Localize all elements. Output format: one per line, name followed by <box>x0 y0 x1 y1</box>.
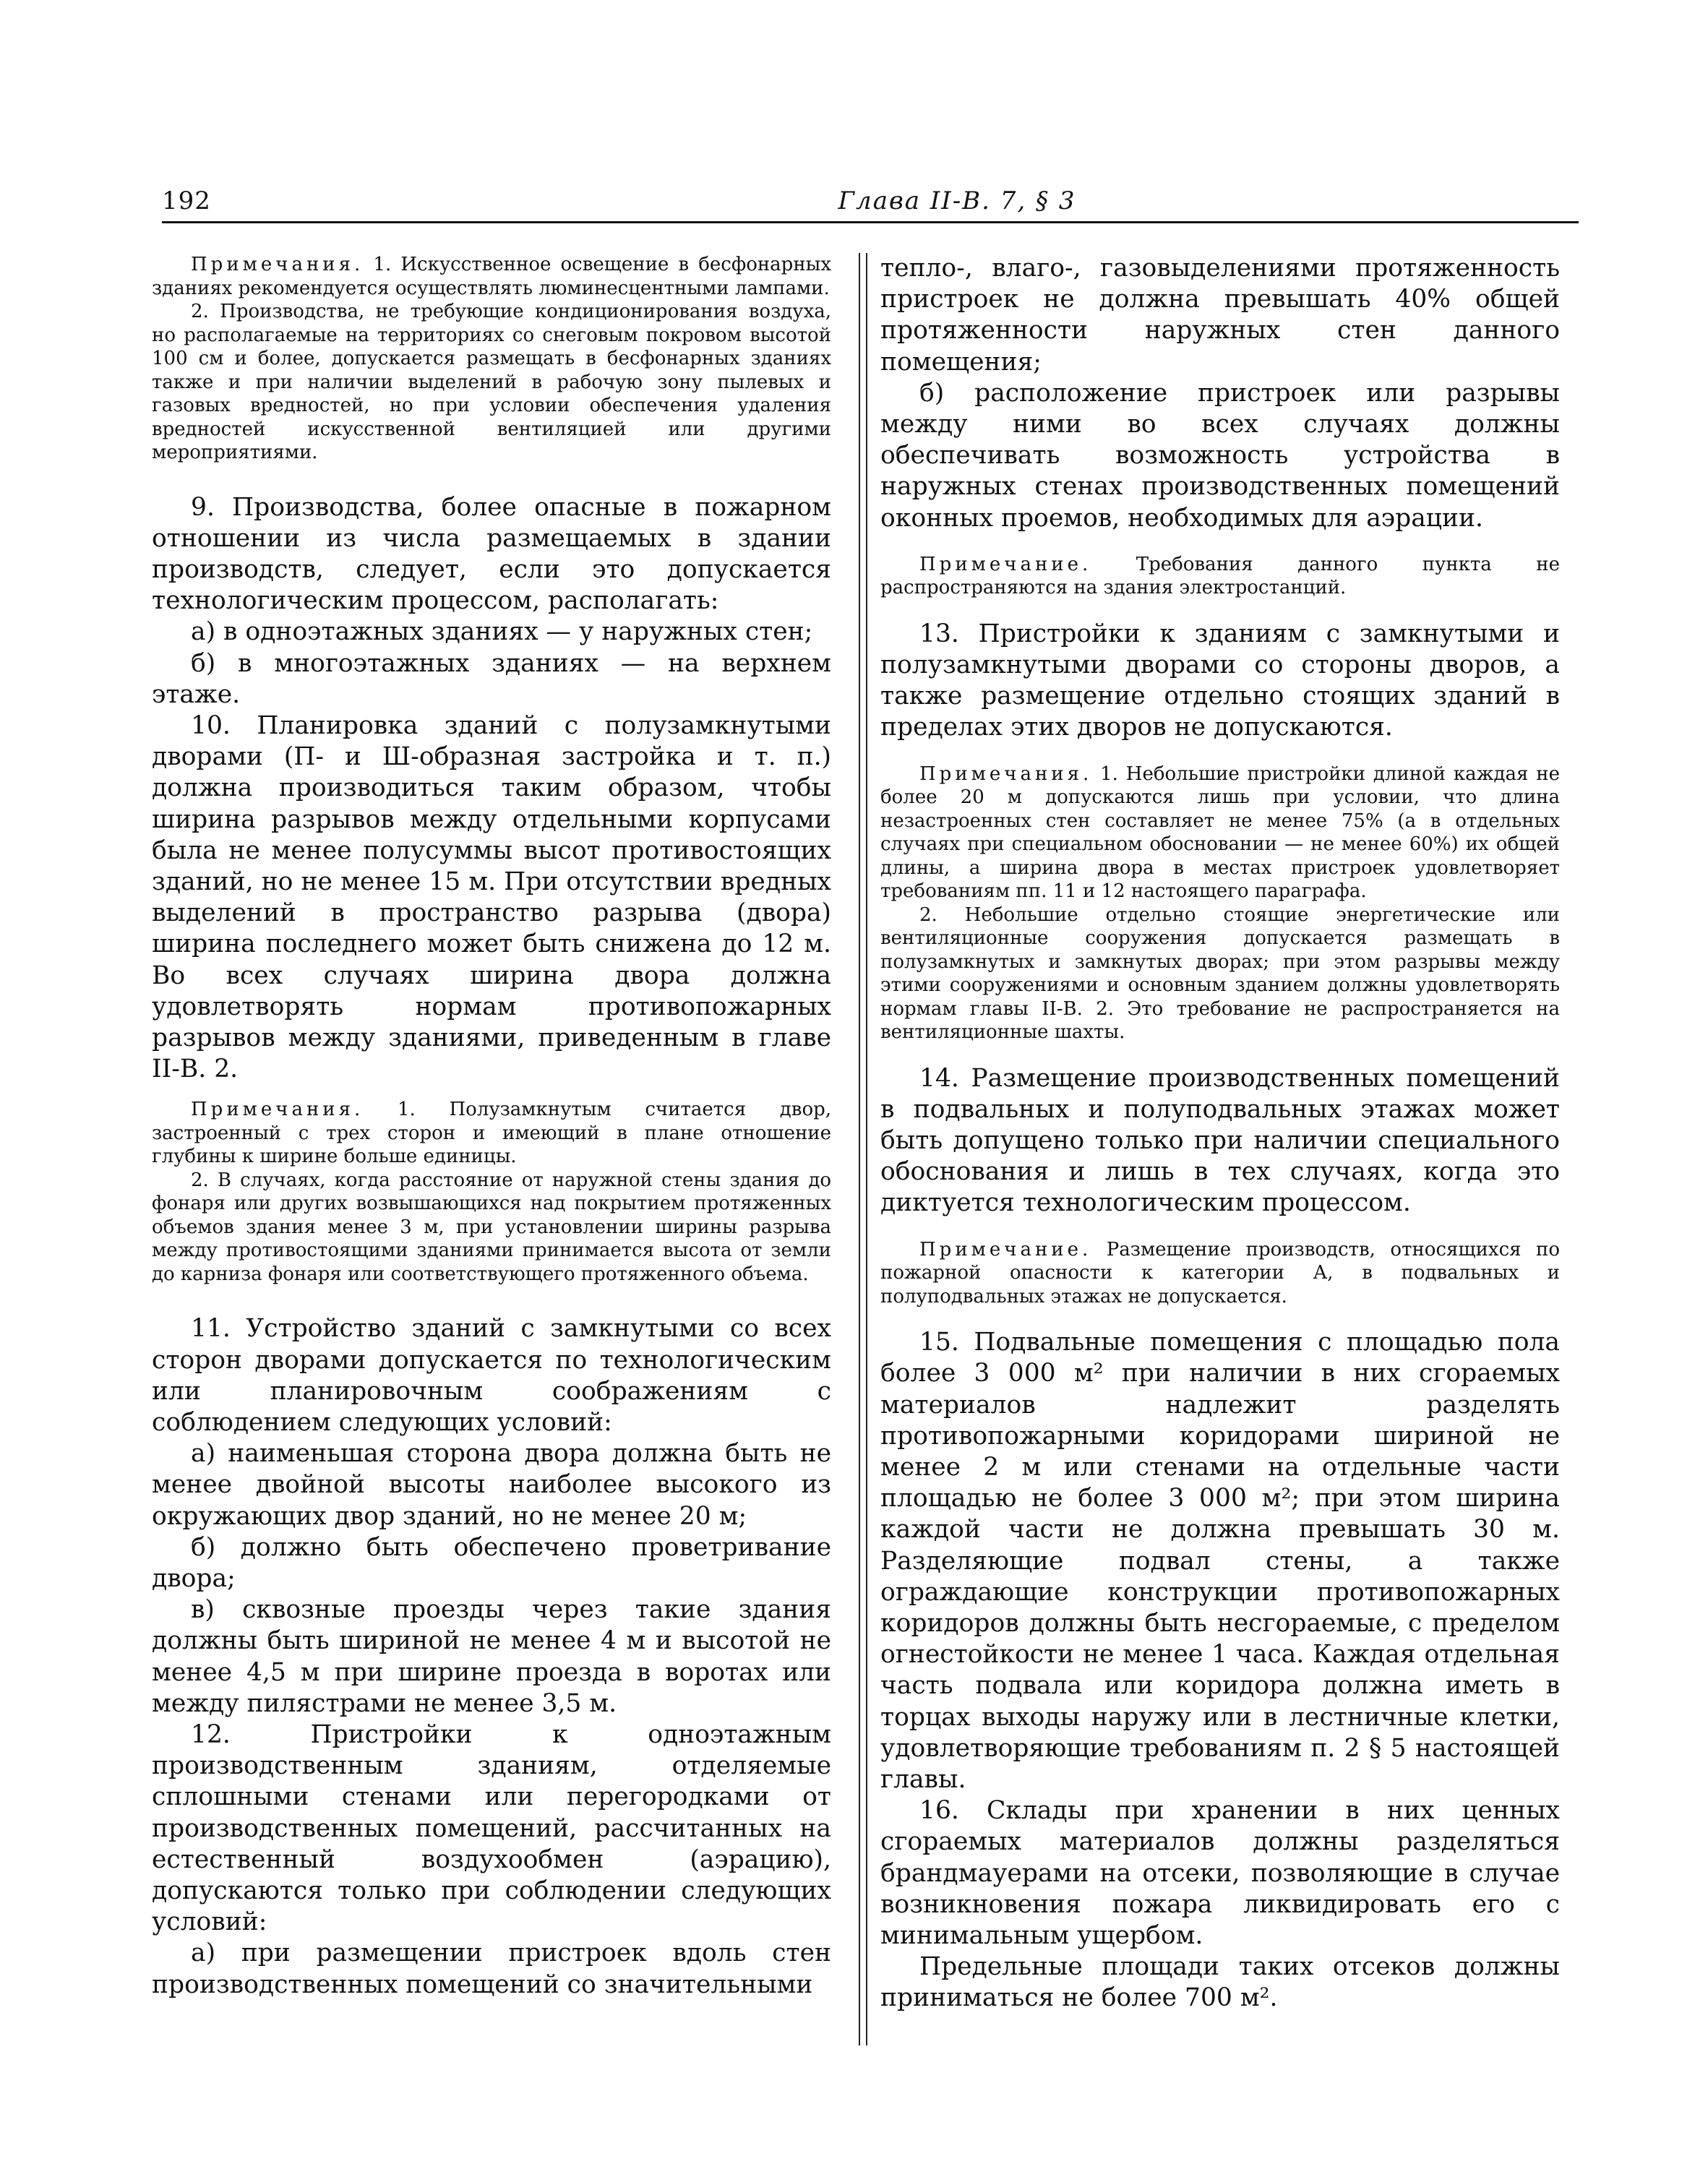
note-lead: Примечания. <box>191 254 364 275</box>
paragraph-11a: а) наименьшая сторона двора должна быть не менее двойной высоты наиболее высокого из окружающих двор зданий, но не менее 20 м; <box>152 1439 831 1531</box>
note-text: 2. В случаях, когда расстояние от наружной стены здания до фонаря или других возвышающихся над покрытием протяженных объемов здания менее 3 м, при установлении ширины разрыва между противостоящими зданиями принимается высота от земли до карниза фонаря или соответствующего протяженного объема. <box>152 1169 831 1285</box>
paragraph-11: 11. Устройство зданий с замкнутыми со всех сторон дворами допускается по технологическим или планировочным соображениям с соблюдением следующих условий: <box>152 1314 831 1437</box>
paragraph-10: 10. Планировка зданий с полузамкнутыми дворами (П- и Ш-образная застройка и т. п.) должна производиться таким образом, чтобы ширина разрывов между отдельными корпусами была не менее полусуммы высот противостоящих зданий, но не менее 15 м. При отсутствии вредных выделений в пространство разрыва (двора) ширина последнего может быть снижена до 12 м. Во всех случаях ширина двора должна удовлетворять нормам противопожарных разрывов между зданиями, приведенным в главе II-В. 2. <box>152 710 831 1084</box>
paragraph-9a: а) в одноэтажных зданиях — у наружных стен; <box>191 617 813 647</box>
right-column <box>880 253 1560 2014</box>
note-block <box>880 553 1560 600</box>
note-block <box>880 1238 1560 1309</box>
note-block <box>152 253 831 300</box>
paragraph-12a: а) при размещении пристроек вдоль стен производственных помещений со значительными <box>152 1938 831 1999</box>
note-lead: Примечание. <box>919 553 1092 575</box>
note-text: Требования данного пункта не распространяются на здания электростанций. <box>880 553 1561 599</box>
page-header <box>162 186 1579 223</box>
note-text: 2. Небольшие отдельно стоящие энергетические или вентиляционные сооружения допускается размещать в полузамкнутых и замкнутых дворах; при этом разрывы между этими сооружениями и основным зданием должны удовлетворять нормам главы II-В. 2. Это требование не распространяется на вентиляционные шахты. <box>880 903 1560 1044</box>
paragraph-12b: б) расположение пристроек или разрывы между ними во всех случаях должны обеспечивать возможность устройства в наружных стенах производственных помещений оконных проемов, необходимых для аэрации. <box>880 378 1560 533</box>
paragraph-16b: Предельные площади таких отсеков должны приниматься не более 700 м². <box>880 1952 1560 2013</box>
paragraph-15: 15. Подвальные помещения с площадью пола более 3 000 м² при наличии в них сгораемых материалов надлежит разделять противопожарными коридорами шириной не менее 2 м или стенами на отдельные части площадью не более 3 000 м²; при этом ширина каждой части не должна превышать 30 м. Разделяющие подвал стены, а также ограждающие конструкции противопожарных коридоров должны быть несгораемые, с пределом огнестойкости не менее 1 часа. Каждая отдельная часть подвала или коридора должна иметь в торцах выходы наружу или в лестничные клетки, удовлетворяющие требованиям п. 2 § 5 настоящей главы. <box>880 1328 1560 1794</box>
paragraph-12: 12. Пристройки к одноэтажным производственным зданиям, отделяемые сплошными стенами или перегородками от производственных помещений, рассчитанных на естественный воздухообмен (аэрацию), допускаются только при соблюдении следующих условий: <box>152 1720 831 1937</box>
paragraph-16: 16. Склады при хранении в них ценных сгораемых материалов должны разделяться брандмауерами на отсеки, позволяющие в случае возникновения пожара ликвидировать его с минимальным ущербом. <box>880 1796 1560 1951</box>
page-number: 192 <box>162 186 211 215</box>
paragraph-12a-continued: тепло-, влаго-, газовыделениями протяженность пристроек не должна превышать 40% общей протяженности наружных стен данного помещения; <box>880 254 1560 377</box>
note-block <box>880 763 1560 903</box>
note-lead: Примечания. <box>191 1099 364 1121</box>
paragraph-14: 14. Размещение производственных помещений в подвальных и полуподвальных этажах может быть допущено только при наличии специального обоснования и лишь в тех случаях, когда это диктуется технологическим процессом. <box>880 1063 1560 1218</box>
running-head: Глава II-В. 7, § 3 <box>838 186 1076 215</box>
paragraph-13: 13. Пристройки к зданиям с замкнутыми и полузамкнутыми дворами со стороны дворов, а также размещение отдельно стоящих зданий в пределах этих дворов не допускаются. <box>880 619 1560 742</box>
paragraph-11b: б) должно быть обеспечено проветривание двора; <box>152 1532 831 1593</box>
paragraph-11c: в) сквозные проезды через такие здания должны быть шириной не менее 4 м и высотой не менее 4,5 м при ширине проезда в воротах или между пилястрами не менее 3,5 м. <box>152 1595 831 1718</box>
note-text: 1. Полузамкнутым считается двор, застроенный с трех сторон и имеющий в плане отношение глубины к ширине больше единицы. <box>152 1099 832 1168</box>
paragraph-9b: б) в многоэтажных зданиях — на верхнем этаже. <box>152 648 831 709</box>
left-column <box>152 253 831 2001</box>
note-text: 2. Производства, не требующие кондиционирования воздуха, но располагаемые на территориях со снеговым покровом высотой 100 см и более, допускается размещать в бесфонарных зданиях также и при наличии выделений в рабочую зону пылевых и газовых вредностей, но при условии обеспечения удаления вредностей искусственной вентиляцией или другими мероприятиями. <box>152 301 831 463</box>
note-text: 1. Искусственное освещение в бесфонарных зданиях рекомендуется осуществлять люминесцентными лампами. <box>152 254 832 299</box>
column-divider <box>859 253 867 2045</box>
note-text: 1. Небольшие пристройки длиной каждая не более 20 м допускаются лишь при условии, что длина незастроенных стен составляет не менее 75% (а в отдельных случаях при специальном обосновании — не менее 60%) их общей длины, а ширина двора в местах пристроек удовлетворяет требованиям пп. 11 и 12 настоящего параграфа. <box>880 763 1560 903</box>
note-text: Размещение производств, относящихся по пожарной опасности к категории А, в подвальных и полуподвальных этажах не допускается. <box>880 1238 1561 1308</box>
note-lead: Примечания. <box>919 763 1093 785</box>
note-lead: Примечание. <box>919 1238 1092 1261</box>
note-block <box>152 1098 831 1169</box>
paragraph-9: 9. Производства, более опасные в пожарном отношении из числа размещаемых в здании производств, следует, если это допускается технологическим процессом, располагать: <box>152 492 831 616</box>
